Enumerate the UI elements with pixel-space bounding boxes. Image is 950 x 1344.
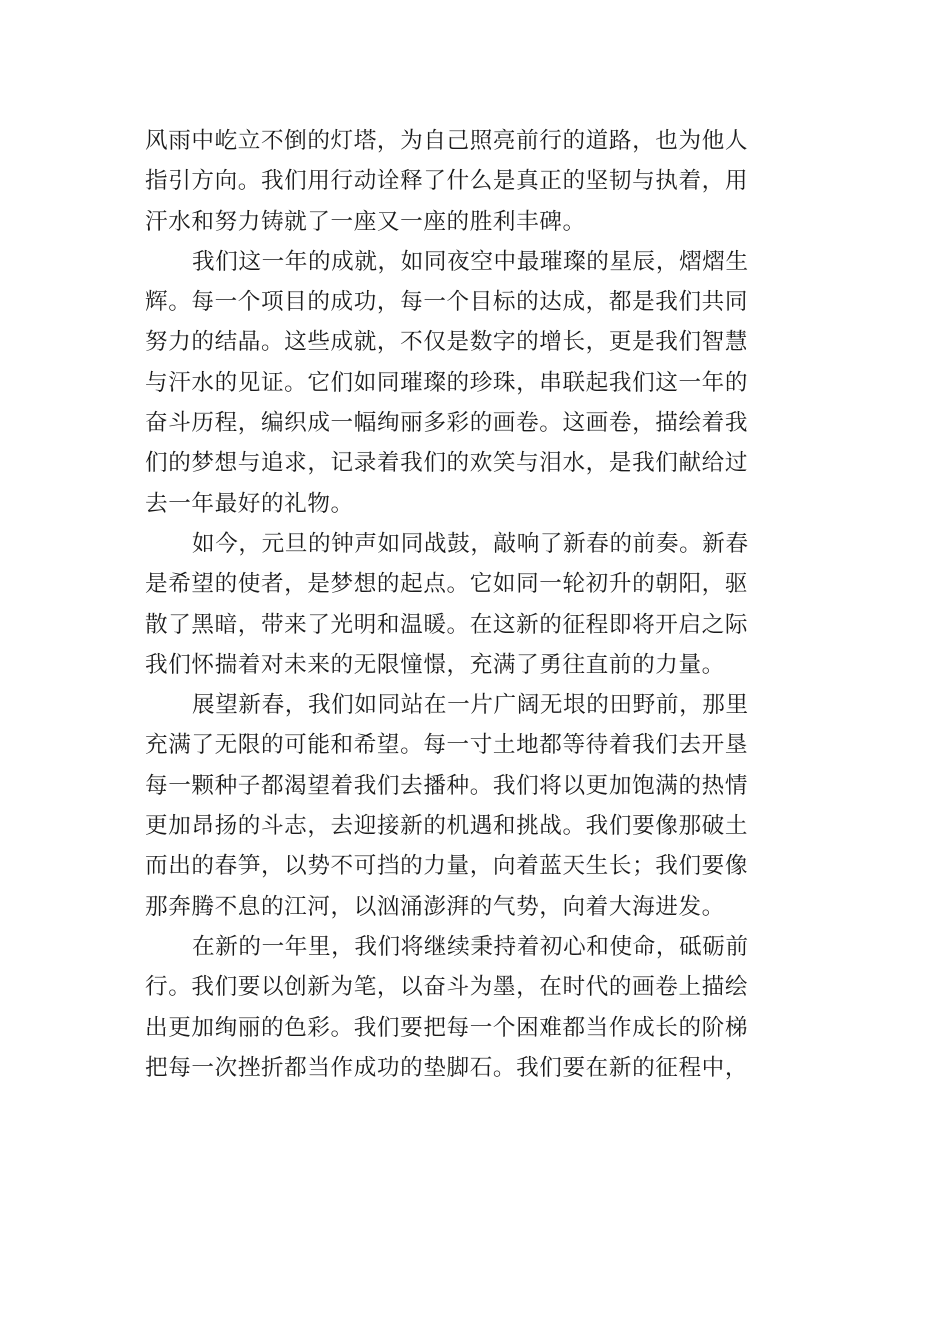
paragraph-first-line: 我们这一年的成就，如同夜空中最璀璨的星辰，熠熠生 — [192, 248, 749, 275]
paragraph-first-line: 在新的一年里，我们将继续秉持着初心和使命，砥砺前 — [192, 933, 749, 960]
text-line: 是希望的使者，是梦想的起点。它如同一轮初升的朝阳，驱 — [145, 571, 749, 598]
text-line: 奋斗历程，编织成一幅绚丽多彩的画卷。这画卷，描绘着我 — [145, 410, 749, 437]
text-line: 而出的春笋，以势不可挡的力量，向着蓝天生长；我们要像 — [145, 853, 749, 880]
text-line: 把每一次挫折都当作成功的垫脚石。我们要在新的征程中， — [145, 1054, 749, 1081]
text-line: 辉。每一个项目的成功，每一个目标的达成，都是我们共同 — [145, 289, 749, 316]
text-line: 更加昂扬的斗志，去迎接新的机遇和挑战。我们要像那破土 — [145, 813, 749, 840]
text-line: 指引方向。我们用行动诠释了什么是真正的坚韧与执着，用 — [145, 168, 749, 195]
document-body — [145, 121, 810, 1088]
text-line: 们的梦想与追求，记录着我们的欢笑与泪水，是我们献给过 — [145, 450, 749, 477]
text-line: 我们怀揣着对未来的无限憧憬，充满了勇往直前的力量。 — [145, 651, 725, 678]
paragraph-first-line: 展望新春，我们如同站在一片广阔无垠的田野前，那里 — [192, 692, 749, 719]
paragraph-first-line: 如今，元旦的钟声如同战鼓，敲响了新春的前奏。新春 — [192, 530, 749, 557]
text-line: 那奔腾不息的江河，以汹涌澎湃的气势，向着大海进发。 — [145, 893, 725, 920]
text-line: 每一颗种子都渴望着我们去播种。我们将以更加饱满的热情 — [145, 772, 749, 799]
text-line: 风雨中屹立不倒的灯塔，为自己照亮前行的道路，也为他人 — [145, 128, 749, 154]
text-line: 汗水和努力铸就了一座又一座的胜利丰碑。 — [145, 208, 586, 235]
text-line: 去一年最好的礼物。 — [145, 490, 354, 517]
text-line: 散了黑暗，带来了光明和温暖。在这新的征程即将开启之际 — [145, 611, 749, 638]
text-line: 充满了无限的可能和希望。每一寸土地都等待着我们去开垦 — [145, 732, 749, 759]
text-line: 与汗水的见证。它们如同璀璨的珍珠，串联起我们这一年的 — [145, 369, 749, 396]
text-line: 出更加绚丽的色彩。我们要把每一个困难都当作成长的阶梯 — [145, 1014, 749, 1041]
text-line: 行。我们要以创新为笔，以奋斗为墨，在时代的画卷上描绘 — [145, 974, 749, 1001]
text-line: 努力的结晶。这些成就，不仅是数字的增长，更是我们智慧 — [145, 329, 749, 356]
